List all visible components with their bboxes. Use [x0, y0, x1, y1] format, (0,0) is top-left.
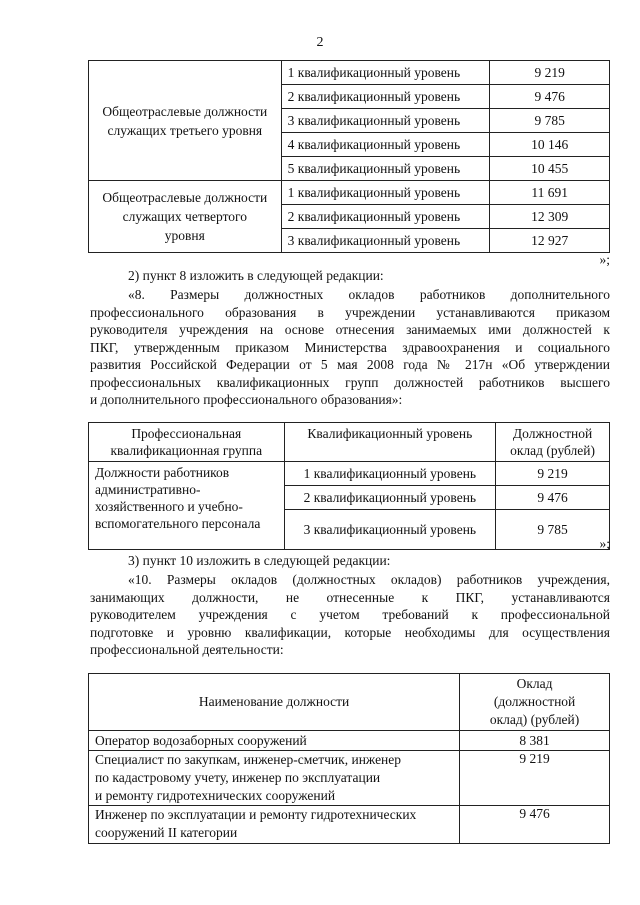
table-row — [89, 462, 610, 486]
closing-quote: »; — [599, 536, 610, 551]
salary-cell: 9 476 — [490, 85, 610, 109]
group-name-cell: Общеотраслевые должности служащих четвертого уровня — [89, 181, 282, 253]
level-cell: 3 квалификационный уровень — [281, 109, 490, 133]
table-row — [89, 731, 610, 751]
level-cell: 2 квалификационный уровень — [284, 486, 496, 510]
group-name-cell: Должности работников административно- хозяйственного и учебно- вспомогательного персонала — [89, 462, 285, 550]
table-row — [89, 181, 610, 205]
salary-cell: 9 219 — [490, 61, 610, 85]
level-cell: 3 квалификационный уровень — [284, 510, 496, 550]
salary-cell: 12 927 — [490, 229, 610, 253]
position-cell: Оператор водозаборных сооружений — [89, 731, 460, 751]
table-row — [89, 751, 610, 806]
table-header-row — [89, 423, 610, 462]
salary-table-admin-staff — [88, 422, 610, 550]
salary-cell: 9 785 — [496, 510, 610, 550]
level-cell: 2 квалификационный уровень — [281, 205, 490, 229]
level-cell: 1 квалификационный уровень — [281, 181, 490, 205]
salary-cell: 9 785 — [490, 109, 610, 133]
level-cell: 4 квалификационный уровень — [281, 133, 490, 157]
salary-cell: 10 146 — [490, 133, 610, 157]
page-number: 2 — [316, 35, 324, 50]
header-position: Наименование должности — [89, 674, 460, 731]
level-cell: 2 квалификационный уровень — [281, 85, 490, 109]
salary-cell: 9 219 — [496, 462, 610, 486]
salary-cell: 9 476 — [460, 806, 610, 844]
closing-quote: »; — [599, 252, 610, 267]
item-2-paragraph: «8. Размеры должностных окладов работников дополнительного профессионального образования в учреждении устанавливаются приказом руководителя учреждения на основе отнесения занимаемых ими должностей к ПКГ, утвержденным приказом Министерства здравоохранения и социального развития Российской Федерации от 5 мая 2008 года № 217н «Об утверждении профессиональных квалификационных групп должностей работников высшего и дополнительного профессионального образования»: — [90, 287, 610, 407]
header-level: Квалификационный уровень — [284, 423, 496, 462]
item-3-paragraph: «10. Размеры окладов (должностных окладов) работников учреждения, занимающих должности, не отнесенные к ПКГ, устанавливаются руководителем учреждения с учетом требований к профессиональной подготовке и уровню квалификации, которые необходимы для осуществления профессиональной деятельности: — [90, 572, 610, 657]
salary-cell: 10 455 — [490, 157, 610, 181]
salary-cell: 12 309 — [490, 205, 610, 229]
header-group: Профессиональная квалификационная группа — [89, 423, 285, 462]
salary-table-general-positions — [88, 60, 610, 253]
salary-cell: 11 691 — [490, 181, 610, 205]
salary-cell: 9 219 — [460, 751, 610, 806]
table-row — [89, 806, 610, 844]
position-cell: Инженер по эксплуатации и ремонту гидротехнических сооружений II категории — [89, 806, 460, 844]
salary-cell: 8 381 — [460, 731, 610, 751]
salary-cell: 9 476 — [496, 486, 610, 510]
item-2-heading: 2) пункт 8 изложить в следующей редакции: — [128, 268, 384, 283]
position-cell: Специалист по закупкам, инженер-сметчик, инженер по кадастровому учету, инженер по эксплуатации и ремонту гидротехнических сооружений — [89, 751, 460, 806]
item-3-heading: 3) пункт 10 изложить в следующей редакции: — [128, 553, 391, 568]
header-salary: Должностной оклад (рублей) — [496, 423, 610, 462]
level-cell: 1 квалификационный уровень — [284, 462, 496, 486]
header-salary: Оклад (должностной оклад) (рублей) — [460, 674, 610, 731]
level-cell: 1 квалификационный уровень — [281, 61, 490, 85]
level-cell: 3 квалификационный уровень — [281, 229, 490, 253]
group-name-cell: Общеотраслевые должности служащих третьего уровня — [89, 61, 282, 181]
table-header-row — [89, 674, 610, 731]
salary-table-non-pkg-positions — [88, 673, 610, 844]
level-cell: 5 квалификационный уровень — [281, 157, 490, 181]
table-row — [89, 61, 610, 85]
